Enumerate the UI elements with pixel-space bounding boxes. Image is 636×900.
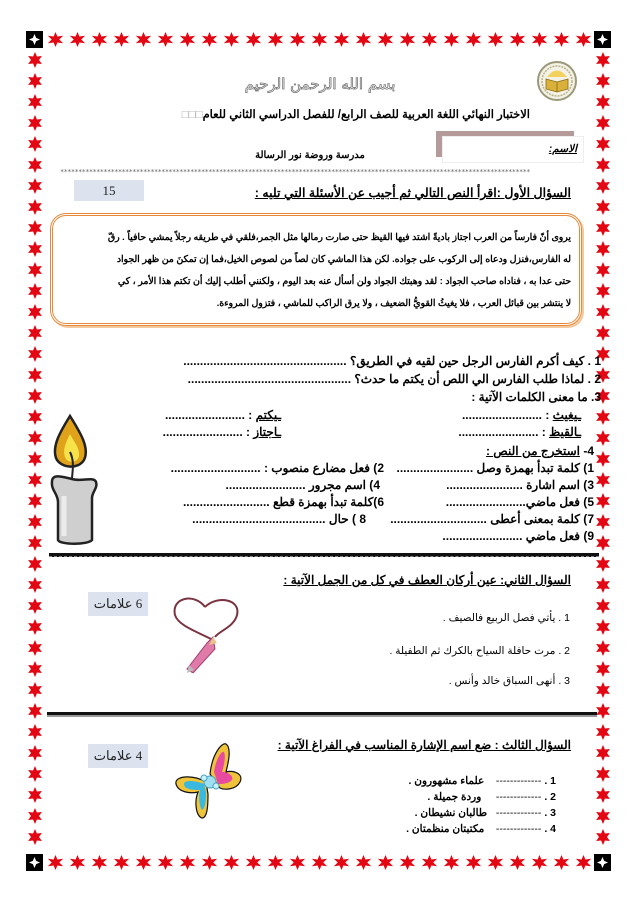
school-name: مدرسة وروضة نور الرسالة — [255, 150, 365, 161]
border-star — [27, 346, 43, 362]
border-star — [595, 577, 611, 593]
border-star — [27, 829, 43, 845]
meaning-word: ـاجتاز — [253, 425, 281, 439]
header-separator: ********************************************************************************************************************************** — [60, 168, 530, 176]
border-star — [595, 430, 611, 446]
border-star — [27, 283, 43, 299]
passage-text — [61, 226, 571, 314]
question-2 — [188, 372, 601, 386]
border-star — [27, 241, 43, 257]
year-placeholder: □□□ — [181, 109, 203, 121]
question-1 — [183, 354, 601, 368]
question-text: لماذا طلب الفارس الي اللص أن يكتم ما حدث؟ — [354, 372, 585, 386]
border-star — [465, 32, 482, 47]
passage-line: يروى أنّ فارساً من العرب اجتاز باديةً اشتد فيها القيظ حتى صارت رمالها مثل الجمر،فلقي في طريقه رجلاً يمشي حافياً . رقّ — [107, 232, 571, 242]
border-star — [179, 855, 196, 870]
border-star — [27, 178, 43, 194]
border-corner — [26, 31, 43, 48]
border-star — [27, 787, 43, 803]
q2-score-box — [88, 592, 148, 616]
border-star — [595, 304, 611, 320]
border-star — [595, 598, 611, 614]
border-star — [27, 388, 43, 404]
meaning-separator: : — [538, 425, 550, 439]
border-star — [595, 640, 611, 656]
q3-title: السؤال الثالث : ضع اسم الإشارة المناسب في الفراغ الآتية : — [277, 738, 571, 752]
border-star — [27, 556, 43, 572]
border-star — [27, 262, 43, 278]
extract-item: 1) كلمة تبدأ بهمزة وصل ....................... — [396, 461, 594, 475]
answer-blank[interactable]: ........................ — [162, 425, 243, 439]
heart-pencil-icon — [165, 593, 245, 673]
border-star — [333, 855, 350, 870]
border-star — [575, 855, 592, 870]
border-star — [27, 724, 43, 740]
q3-item-number: 2 . — [544, 791, 556, 803]
answer-blank[interactable]: ........................ — [164, 408, 245, 422]
border-star — [595, 829, 611, 845]
border-star — [333, 32, 350, 47]
border-star — [595, 514, 611, 530]
border-star — [595, 724, 611, 740]
border-star — [595, 199, 611, 215]
q2-title: السؤال الثاني: عين أركان العطف في كل من الجمل الآتية : — [283, 573, 571, 587]
border-star — [595, 472, 611, 488]
border-star — [27, 472, 43, 488]
border-star — [27, 430, 43, 446]
border-star — [113, 855, 130, 870]
border-star — [245, 32, 262, 47]
border-star — [595, 682, 611, 698]
q2-item: 3 . أنهى السباق خالد وأنس . — [448, 675, 570, 687]
border-star — [27, 661, 43, 677]
border-star — [553, 32, 570, 47]
q3-item-text: مكتبتان منظمتان . — [406, 823, 485, 835]
extract-item: 5) فعل ماضي........................ — [445, 495, 594, 509]
border-star — [595, 745, 611, 761]
q3-item-number: 1 . — [544, 775, 556, 787]
q2-score: 6 علامات — [93, 596, 143, 611]
border-star — [135, 32, 152, 47]
border-star — [509, 855, 526, 870]
meaning-separator: : — [541, 408, 553, 422]
extract-heading: استخرج من النص : — [485, 444, 580, 458]
border-star — [595, 766, 611, 782]
border-star — [595, 94, 611, 110]
q1-score-box — [74, 180, 144, 201]
question-number: 3. — [590, 390, 601, 404]
border-corner — [594, 31, 611, 48]
border-star — [27, 367, 43, 383]
border-corner — [26, 854, 43, 871]
q1-title: السؤال الأول :اقرأ النص التالي ثم أجيب عن الأسئلة التي تليه : — [254, 186, 571, 200]
answer-blank[interactable]: ........................ — [458, 425, 539, 439]
extract-item: 2) فعل مضارع منصوب : ........................... — [170, 461, 384, 475]
border-star — [69, 855, 86, 870]
passage-line: حتى عدا به ، فناداه صاحب الجواد : لقد وهبتك الجواد ولن أسأل عنه بعد اليوم ، ولكنني أطلب إليك أن تكتم هذا الأمر ، كي — [117, 276, 571, 286]
border-star — [27, 451, 43, 467]
border-star — [465, 855, 482, 870]
question-text: كيف أكرم الفارس الرجل حين لقيه في الطريق؟ — [349, 354, 585, 368]
answer-blank[interactable]: ........................ — [461, 408, 542, 422]
border-star — [311, 855, 328, 870]
border-star — [377, 32, 394, 47]
basmala: بسم الله الرحمن الرحيم — [244, 75, 396, 93]
extract-item: 4) اسم مجرور ........................ — [225, 478, 380, 492]
border-star — [27, 619, 43, 635]
extract-item: 3) اسم اشارة ....................... — [446, 478, 594, 492]
border-star — [595, 703, 611, 719]
border-star — [595, 136, 611, 152]
answer-blank[interactable]: ------------- — [495, 791, 542, 803]
border-star — [595, 52, 611, 68]
name-box[interactable] — [442, 136, 584, 163]
border-star — [27, 157, 43, 173]
border-star — [27, 577, 43, 593]
border-star — [179, 32, 196, 47]
q2-item: 1 . يأتي فصل الربيع فالصيف . — [442, 612, 570, 624]
section-divider — [47, 712, 597, 715]
border-star — [553, 855, 570, 870]
school-logo — [536, 60, 578, 102]
answer-blank[interactable]: ................................................. — [187, 372, 352, 386]
border-star — [27, 703, 43, 719]
border-star — [595, 556, 611, 572]
border-star — [487, 32, 504, 47]
border-star — [595, 409, 611, 425]
border-star — [595, 262, 611, 278]
border-star — [27, 220, 43, 236]
q1-score: 15 — [102, 183, 116, 198]
butterfly-illustration — [168, 740, 248, 822]
border-star — [267, 855, 284, 870]
border-star — [27, 94, 43, 110]
answer-blank[interactable]: ................................................. — [183, 354, 347, 368]
passage-line: لا ينتشر بين قبائل العرب ، فلا يغيثُ القويُّ الضعيف ، ولا يرق الراكب للماشي ، فتزول المروءة. — [216, 298, 571, 308]
border-star — [595, 619, 611, 635]
border-star — [135, 855, 152, 870]
border-star — [595, 73, 611, 89]
border-star — [595, 241, 611, 257]
border-star — [113, 32, 130, 47]
q3-item — [427, 791, 556, 803]
q2-item: 2 . مرت حافلة السياح بالكرك ثم الطفيلة . — [389, 645, 570, 657]
border-star — [223, 32, 240, 47]
passage-box — [50, 213, 582, 326]
candle-icon — [48, 412, 108, 547]
border-corner — [594, 854, 611, 871]
meaning-separator: : — [244, 408, 256, 422]
extract-title — [486, 444, 594, 458]
butterfly-icon — [168, 740, 248, 822]
extract-number: 4- — [583, 444, 594, 458]
question-number: 1 . — [587, 354, 601, 368]
border-star — [595, 661, 611, 677]
border-star — [201, 855, 218, 870]
border-star — [245, 855, 262, 870]
meaning-item — [462, 408, 581, 422]
border-star — [27, 325, 43, 341]
q3-item-text: علماء مشهورون . — [408, 775, 485, 787]
answer-blank[interactable]: ------------- — [495, 823, 542, 835]
border-star — [531, 32, 548, 47]
border-star — [355, 855, 372, 870]
q3-item-text: طالبان نشيطان . — [414, 807, 488, 819]
extract-item: 6)كلمة تبدأ بهمزة قطع .......................... — [182, 495, 384, 509]
meaning-separator: : — [242, 425, 254, 439]
border-star — [223, 855, 240, 870]
border-star — [91, 855, 108, 870]
border-star — [157, 32, 174, 47]
border-star — [289, 855, 306, 870]
border-star — [595, 157, 611, 173]
meaning-item — [458, 425, 581, 439]
border-star — [595, 493, 611, 509]
border-star — [27, 598, 43, 614]
meaning-word: ـالقيظ — [549, 425, 581, 439]
border-star — [509, 32, 526, 47]
border-star — [27, 115, 43, 131]
border-star — [443, 32, 460, 47]
border-star — [399, 855, 416, 870]
q3-score-box — [88, 744, 148, 768]
extract-item: 8 ) حال ........................................ — [192, 512, 366, 526]
border-star — [595, 325, 611, 341]
question-text: ما معنى الكلمات الآتية : — [471, 390, 588, 404]
border-star — [27, 199, 43, 215]
border-star — [289, 32, 306, 47]
border-star — [69, 32, 86, 47]
border-star — [27, 682, 43, 698]
extract-item: 9) فعل ماضي ........................ — [442, 529, 594, 543]
border-star — [421, 855, 438, 870]
q3-item-number: 3 . — [544, 807, 556, 819]
border-star — [267, 32, 284, 47]
question-number: 2 . — [587, 372, 601, 386]
border-star — [27, 514, 43, 530]
border-star — [595, 178, 611, 194]
q3-item — [406, 823, 556, 835]
section-divider — [49, 553, 599, 557]
answer-blank[interactable]: ------------- — [495, 775, 542, 787]
exam-title-line — [160, 107, 530, 121]
border-star — [595, 808, 611, 824]
border-star — [421, 32, 438, 47]
candle-illustration — [48, 412, 108, 547]
border-star — [595, 220, 611, 236]
q3-item — [408, 775, 556, 787]
heart-pencil-illustration — [165, 593, 245, 673]
border-star — [595, 283, 611, 299]
meaning-item — [163, 425, 281, 439]
meaning-word: ـيكتم — [255, 408, 281, 422]
border-star — [91, 32, 108, 47]
answer-blank[interactable]: ------------- — [495, 807, 542, 819]
border-star — [27, 304, 43, 320]
border-star — [27, 409, 43, 425]
meaning-item — [165, 408, 281, 422]
border-star — [311, 32, 328, 47]
border-star — [531, 855, 548, 870]
border-star — [27, 808, 43, 824]
border-star — [443, 855, 460, 870]
border-star — [355, 32, 372, 47]
border-star — [595, 451, 611, 467]
q3-item-text: وردة جميلة . — [427, 791, 482, 803]
border-star — [595, 787, 611, 803]
name-label: الاسم: — [548, 143, 577, 155]
question-3 — [471, 390, 601, 404]
border-star — [27, 766, 43, 782]
q3-score: 4 علامات — [93, 748, 143, 763]
border-star — [595, 115, 611, 131]
border-star — [27, 745, 43, 761]
border-star — [27, 52, 43, 68]
border-star — [27, 493, 43, 509]
border-star — [595, 535, 611, 551]
border-star — [399, 32, 416, 47]
q3-item — [415, 807, 556, 819]
border-star — [201, 32, 218, 47]
border-star — [27, 640, 43, 656]
school-emblem-icon — [536, 60, 578, 102]
passage-line: له الفارس،فنزل ودعاه إلى الركوب على جواده. لكن هذا الماشي كان لصاً من لصوص الخيل،فما إن تمكنَ من ظهر الجواد — [116, 254, 571, 264]
border-star — [27, 136, 43, 152]
border-star — [575, 32, 592, 47]
border-star — [487, 855, 504, 870]
q3-item-number: 4 . — [544, 823, 556, 835]
border-star — [377, 855, 394, 870]
meaning-word: ـيغيث — [552, 408, 581, 422]
extract-item: 7) كلمة بمعنى أعطى ............................. — [390, 512, 594, 526]
border-star — [27, 535, 43, 551]
exam-title: الاختبار النهائي اللغة العربية للصف الرابع/ للفصل الدراسي الثاني للعام — [202, 109, 530, 121]
border-star — [157, 855, 174, 870]
border-star — [27, 73, 43, 89]
border-star — [47, 855, 64, 870]
border-star — [47, 32, 64, 47]
